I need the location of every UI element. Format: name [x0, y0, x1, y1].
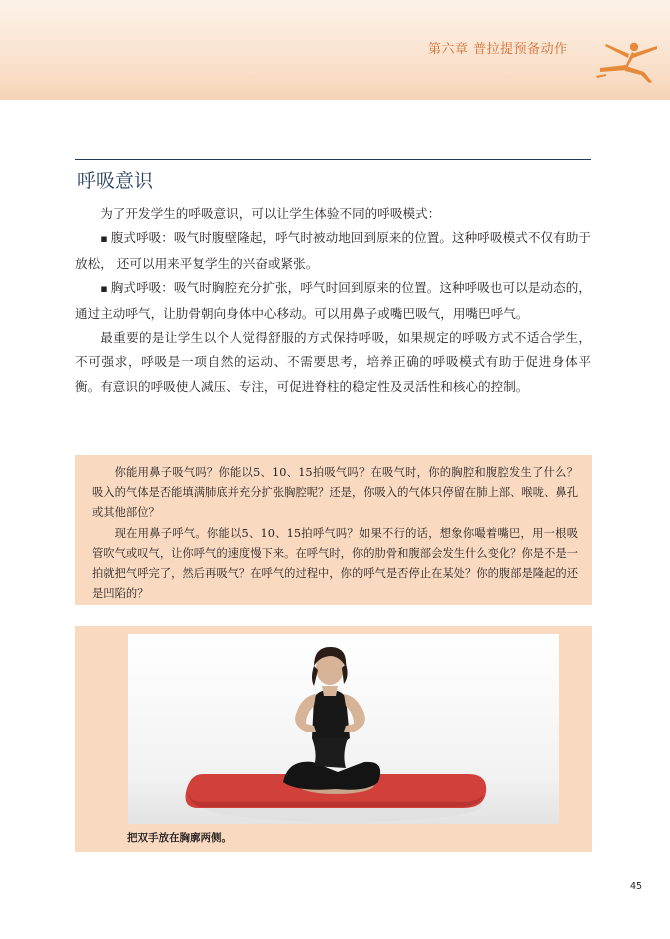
note-paragraph: 你能用鼻子吸气吗？你能以5、10、15拍吸气吗？在吸气时，你的胸腔和腹腔发生了什么？吸入的气体是否能填满肺底并充分扩张胸腔呢？还是，你吸入的气体只停留在肺上部、喉咙、鼻孔或其他部位？	[92, 466, 578, 520]
bullet-chest-breathing	[75, 276, 591, 326]
bullet-text: 腹式呼吸：吸气时腹壁隆起，呼气时被动地回到原来的位置。这种呼吸模式不仅有助于放松， 还可以用来平复学生的兴奋或紧张。	[75, 230, 591, 271]
header-band	[0, 0, 670, 100]
section-rule	[75, 159, 591, 160]
breathing-pose-photo	[128, 634, 559, 824]
note-paragraph: 现在用鼻子呼气。你能以5、10、15拍呼气吗？如果不行的话，想象你嘬着嘴巴，用一根吸管吹气或叹气，让你呼气的速度慢下来。在呼气时，你的肋骨和腹部会发生什么变化？你是不是一拍就把气呼完了，然后再吸气？在呼气的过程中，你的呼气是否停止在某处？你的腹部是隆起的还是凹陷的？	[92, 526, 578, 601]
body-text	[75, 202, 591, 399]
intro-paragraph: 为了开发学生的呼吸意识，可以让学生体验不同的呼吸模式：	[100, 206, 441, 221]
bullet-text: 胸式呼吸：吸气时胸腔充分扩张，呼气时回到原来的位置。这种呼吸也可以是动态的，通过主动呼气，让肋骨朝向身体中心移动。可以用鼻子或嘴巴吸气，用嘴巴呼气。	[75, 280, 591, 321]
bullet-abdominal-breathing	[75, 226, 591, 276]
section-title: 呼吸意识	[77, 170, 154, 192]
figure-caption: 把双手放在胸廓两侧。	[127, 832, 232, 844]
note-text	[92, 463, 578, 604]
chapter-title: 第六章 普拉提预备动作	[428, 42, 568, 57]
page-number: 45	[630, 881, 643, 892]
closing-paragraph: 最重要的是让学生以个人觉得舒服的方式保持呼吸，如果规定的呼吸方式不适合学生，不可强求，呼吸是一项自然的运动、不需要思考，培养正确的呼吸模式有助于促进身体平衡。有意识的呼吸使人减压、专注，可促进脊柱的稳定性及灵活性和核心的控制。	[75, 330, 591, 394]
pilates-figure-icon	[594, 40, 658, 84]
